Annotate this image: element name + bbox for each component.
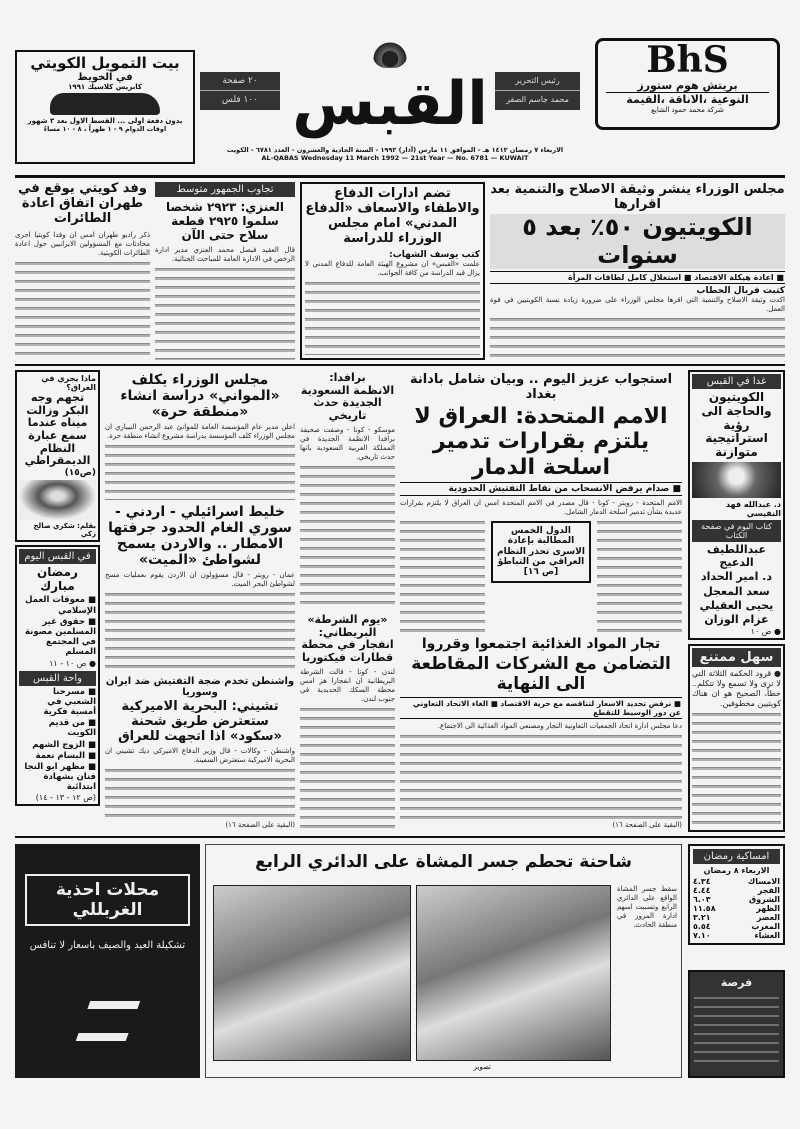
prayer-times-box: [688, 844, 785, 945]
kicker: تجار المواد الغذائية اجتمعوا وقرروا: [421, 636, 661, 652]
dateline-arabic: الاربعاء ٧ رمضان ١٤١٢ هـ - الموافق ١١ مارس (آذار) ١٩٩٢ - السنة الحادية والعشرون - العدد ٦٧٨١ - الكويت: [226, 146, 564, 154]
iraq-query-box: [15, 370, 100, 542]
headline: الانظمة السعودية الجديدة حدث تاريخي: [300, 383, 395, 422]
editor-name: محمد جاسم الصقر: [506, 95, 569, 104]
ad-shoes-title: محلات احذية الغربللي: [25, 874, 190, 926]
easy-box: [688, 644, 785, 832]
article-body: عمان - رويتر - قال مسؤولون ان الاردن يقوم بعمليات مسح لشواطئ البحر الميت.: [105, 571, 295, 589]
body-text-texture: [692, 711, 781, 828]
editor-box: [495, 72, 580, 110]
prayer-time: ١١.٥٨: [693, 904, 716, 913]
prayer-row: [693, 931, 780, 940]
logo-text: القبس: [292, 69, 488, 139]
masthead-logo: [290, 38, 490, 144]
ad-bhs: [595, 38, 780, 130]
body-text-texture: [694, 995, 779, 1065]
article-un-iraq: [400, 372, 682, 632]
ad-shoes: [15, 844, 200, 1078]
prayer-name: العشاء: [754, 931, 780, 940]
kicker: واشنطن تخدم ضجة التفتيش ضد ايران وسوريا: [105, 676, 295, 698]
article-civil-defense: [300, 182, 485, 360]
article-body: لندن - كونا - قالت الشرطة البريطانية ان انفجارا هز امس محطة السكك الحديدية في جنوب لندن.: [300, 667, 395, 703]
article-body: علمت «القبس» ان مشروع الهيئة العامة للدفاع المدني لا يزال قيد الدراسة من كافة الجوانب.: [305, 259, 480, 277]
article-body: موسكو - كونا - وصفت صحيفة برافدا الانظمة الجديدة في المملكة العربية السعودية بانها حدث تاريخي.: [300, 425, 395, 461]
bhs-dealer: شركة محمد حمود الشايع: [651, 106, 724, 114]
prayer-row: [693, 922, 780, 931]
headline: «يوم الشرطة» البريطاني: انفجار في محطة قطارات فيكتوريا: [301, 613, 394, 664]
continued-note: (البقية على الصفحة ١٦): [612, 821, 682, 829]
body-text-texture: [105, 767, 295, 821]
body-text-texture: [105, 443, 295, 500]
writers-list: [692, 543, 781, 626]
un-lower: [400, 517, 682, 632]
article-body: ذكر راديو طهران امس ان وفدا كويتيا اجرى محادثات مع المسؤولين الايرانيين حول اعادة الطائرات الكويتية.: [15, 230, 150, 257]
writer: د. امير الحداد: [701, 570, 772, 584]
kfh-car: كابريس كلاسيك ١٩٩١: [68, 83, 142, 91]
article-border: [105, 504, 295, 672]
tomorrow-box: [688, 370, 785, 640]
author-photo: [692, 462, 781, 498]
kfh-offer: بدون دفعة اولى ... القسط الاول بعد ٣ شهور: [27, 117, 183, 125]
section-label: تجاوب الجمهور متوسط: [155, 182, 295, 197]
list-item: ■ معوقات العمل الإسلامي: [25, 595, 96, 616]
body-text-texture: [597, 519, 682, 632]
prayer-name: الفجر: [757, 886, 780, 895]
writer: عبداللطيف الدعيج: [706, 542, 767, 570]
chance-title: فرصة: [720, 976, 753, 989]
kicker: استجواب عزيز اليوم .. وبيان شامل بادانة بغداد: [409, 372, 673, 402]
headline: وفد كويتي يوقع في طهران اتفاق اعادة الطائرات: [18, 181, 147, 226]
prayer-row: [693, 877, 780, 886]
photo-caption: تصوير: [473, 1063, 491, 1071]
bhs-name: بريتش هوم ستورز: [606, 79, 769, 93]
prisoners-box: [491, 521, 591, 583]
prayer-row: [693, 895, 780, 904]
chance-box: [688, 970, 785, 1078]
prayer-name: العصر: [756, 913, 780, 922]
kfh-hours: اوقات الدوام ٩ - ١ ظهراً ، ٨ - ١٠ مساءً: [43, 125, 167, 133]
article-reform: [490, 182, 785, 360]
today-title: في القبس اليوم: [19, 549, 96, 564]
kfh-branch: في الخويط: [77, 72, 133, 83]
easy-text: ● قرود الحكمة الثلاثة التي لا ترى ولا تسمع ولا تتكلم.. خطأ، الصحيح هو ان هناك كويتيين مخطوفين.: [692, 669, 781, 709]
page-count: ٢٠ صفحة: [200, 72, 280, 91]
column-right: [688, 370, 785, 832]
page-ref: (ص١٥): [64, 467, 96, 478]
headline: تضم ادارات الدفاع والاطفاء والاسعاف «الدفاع المدني» امام مجلس الوزراء للدراسة: [305, 186, 480, 246]
continued-note: (البقية على الصفحة ١٦): [225, 821, 295, 829]
today-list: [19, 595, 96, 657]
prayer-row: [693, 904, 780, 913]
ad-kfh: [15, 50, 195, 164]
subheadline: ■ صدام يرفض الانسحاب من نقاط التفتيش الحدودية: [400, 482, 682, 496]
prayer-name: المغرب: [751, 922, 780, 931]
subheadline: ■ اعادة هيكلة الاقتصاد ■ استغلال كامل لطاقات المرأة: [490, 271, 785, 284]
prayer-time: ٤.٤٤: [693, 886, 711, 895]
body-text-texture: [400, 519, 485, 632]
kicker: ماذا يجري في العراق؟: [41, 374, 96, 392]
page-ref: (ص ١٢ - ١٣ - ١٤): [35, 793, 96, 803]
prayer-time: ٤.٣٤: [693, 877, 711, 886]
column-left: [15, 370, 100, 832]
prayer-date: الاربعاء ٨ رمضان: [703, 866, 770, 875]
dateline-english: AL-QABAS Wednesday 11 March 1992 — 21st Year — No. 6781 — KUWAIT: [261, 154, 529, 162]
body-text-texture: [300, 706, 395, 830]
brand-mark-icon: [75, 1001, 140, 1041]
prayer-row: [693, 886, 780, 895]
article-body: سقط جسر المشاة الواقع على الدائري الرابع وتسببت اسهم ادارة المرور في منطقة الحادث.: [617, 885, 677, 929]
bhs-slogan: النوعية ،الاناقة ،القيمة: [626, 93, 749, 106]
headline: تشيني: البحرية الاميركية ستعترض طريق شحنة «سكود» اذا اتجهت للعراق: [118, 699, 282, 744]
list-item: ■ مسرحنا الشعبي في أمسية فكرية: [43, 686, 96, 717]
headline: شاحنة تحطم جسر المشاة على الدائري الرابع: [255, 852, 632, 872]
headline: الامم المتحدة: العراق لا يلتزم بقرارات تدمير اسلحة الدمار: [414, 404, 668, 480]
article-body: اعلن مدير عام المؤسسة العامة للموانئ عبد الرحمن النيباري ان مجلس الوزراء كلف المؤسسة بدراسة مشروع انشاء منطقة حرة.: [105, 423, 295, 441]
prayer-time: ٧.١٠: [693, 931, 711, 940]
article-body: واشنطن - وكالات - قال وزير الدفاع الاميركي ديك تشيني ان البحرية الاميركية ستعترض السفينة.: [105, 746, 295, 764]
prayer-title: امساكية رمضان: [693, 849, 780, 864]
feature: رمضان مبارك: [37, 564, 78, 593]
author-name: د. عبدالله فهد النفيسي: [725, 499, 781, 518]
headline: العنزي: ٢٩٢٣ شخصا سلموا ٢٩٢٥ قطعة سلاح حتى الآن: [166, 200, 284, 242]
masthead-rule: [15, 175, 785, 178]
list-item: ■ حقوق غير المسلمين مصونة في المجتمع المسلم: [24, 616, 96, 658]
article-london: [300, 614, 395, 830]
headline: تجهم وجه البكر وزالت ميناه عندما سمع عبارة النظام الديمقراطي: [24, 391, 91, 468]
price: ١٠٠ فلس: [221, 95, 259, 105]
prayer-name: الامساك: [747, 877, 780, 886]
article-bridge: [205, 844, 682, 1078]
tomorrow-title: غدا في القبس: [692, 374, 781, 389]
article-pravda: [300, 372, 395, 608]
writer: سعد المعجل: [703, 584, 770, 598]
author-photo: [19, 480, 96, 520]
article-body: الامم المتحدة - رويتر - كونا - قال مصدر في الامم المتحدة امس ان العراق لا يلتزم بقرارات عديدة بشأن تدمير اسلحة الدمار الشامل.: [400, 498, 682, 516]
prisoners-text: الدول الخمس المطالبة بإعادة الاسرى تحذر النظام العراقي من التباطؤ [ص ١٦]: [497, 525, 585, 578]
section-rule: [15, 364, 785, 366]
article-body: اكدت وثيقة الاصلاح والتنمية التي اقرها مجلس الوزراء على ضرورة زيادة نسبة الكويتيين في قوة العمل.: [490, 296, 785, 314]
easy-title: سهل ممتنع: [692, 648, 781, 667]
ad-shoes-text: تشكيلة العيد والصيف باسعار لا تنافس: [29, 940, 186, 951]
car-image: [50, 93, 160, 115]
kicker: مجلس الوزراء ينشر وثيقة الاصلاح والتنمية بعد اقرارها: [490, 182, 785, 212]
prayer-table: [693, 877, 780, 940]
article-traders: [400, 636, 682, 830]
writer: يحيى العقيلي: [699, 598, 774, 612]
body-text-texture: [400, 733, 682, 821]
prayer-time: ٣.٢١: [693, 913, 711, 922]
article-tehran: [15, 182, 150, 360]
subheadline: ■ نرفض تحديد الاسعار لتناقضه مع حرية الاقتصاد ■ الغاء الاتحاد التعاوني عن دور الوسيط للتقطع: [400, 697, 682, 719]
article-cheney: [105, 676, 295, 830]
headline: مجلس الوزراء يكلف «المواني» دراسة انشاء «منطقة حرة»: [120, 372, 280, 421]
bhs-logo: BhS: [646, 39, 729, 81]
headline: التضامن مع الشركات المقاطعة الى النهاية: [411, 654, 671, 694]
flower-emblem-icon: [373, 38, 407, 68]
prayer-row: [693, 913, 780, 922]
list-item: ■ البسام نعمة: [35, 750, 96, 761]
oasis-list: [19, 687, 96, 793]
writer: عزام الوزان: [704, 612, 769, 626]
body-text-texture: [305, 280, 480, 355]
today-box: [15, 545, 100, 807]
prayer-time: ٦.٠٣: [693, 895, 711, 904]
kfh-title: بيت التمويل الكويتي: [30, 54, 180, 72]
editor-label: رئيس التحرير: [495, 72, 580, 91]
list-item: ■ الزوج الشهم: [32, 739, 96, 750]
article-free-zone: [105, 372, 295, 500]
price-box: [200, 72, 280, 110]
article-body: دعا مجلس ادارة اتحاد الجمعيات التعاونية التجار ومصنعي المواد الغذائية الى الاجتماع.: [437, 722, 682, 731]
kicker: برافدا:: [329, 371, 366, 384]
body-text-texture: [300, 464, 395, 608]
byline: كتب يوسف الشهاب:: [389, 249, 480, 260]
headline: الكويتيون ٥٠٪ بعد ٥ سنوات: [490, 214, 785, 269]
body-text-texture: [155, 266, 295, 360]
list-item: ■ من قديم الكويت: [48, 718, 96, 739]
byline: بقلم: شكري صالح زكي: [33, 521, 96, 538]
dateline: [200, 146, 590, 162]
list-item: ■ مظهر ابو النجا فنان بشهادة ابتدائية: [24, 761, 96, 793]
article-weapons: [155, 182, 295, 360]
bridge-photo: [416, 885, 611, 1061]
bridge-photo: [213, 885, 411, 1061]
byline: كتبت فريال الحطاب: [696, 286, 785, 297]
page-ref: ● ص ١٠ - ١١: [49, 658, 96, 668]
oasis-title: واحة القبس: [19, 671, 96, 686]
writers-title: كتاب اليوم في صفحة الكتاب: [692, 520, 781, 542]
body-text-texture: [15, 260, 150, 360]
section-rule: [15, 836, 785, 838]
tomorrow-headline: الكويتيون والحاجة الى رؤية استراتيجية متوازنة: [701, 390, 772, 460]
prayer-name: الشروق: [749, 895, 780, 904]
body-text-texture: [105, 591, 295, 672]
headline: خليط اسرائيلي - اردني - سوري الغام الحدود جرفتها الامطار .. والاردن يسمح لشواطئ «الميت»: [108, 504, 292, 569]
prayer-name: الظهر: [756, 904, 780, 913]
article-body: قال العقيد فيصل محمد العنزي مدير ادارة الرخص في الادارة العامة للمباحث الجنائية.: [155, 246, 295, 264]
body-text-texture: [490, 316, 785, 360]
prayer-time: ٥.٥٤: [693, 922, 711, 931]
page-ref: ● ص ١٠: [750, 627, 781, 637]
